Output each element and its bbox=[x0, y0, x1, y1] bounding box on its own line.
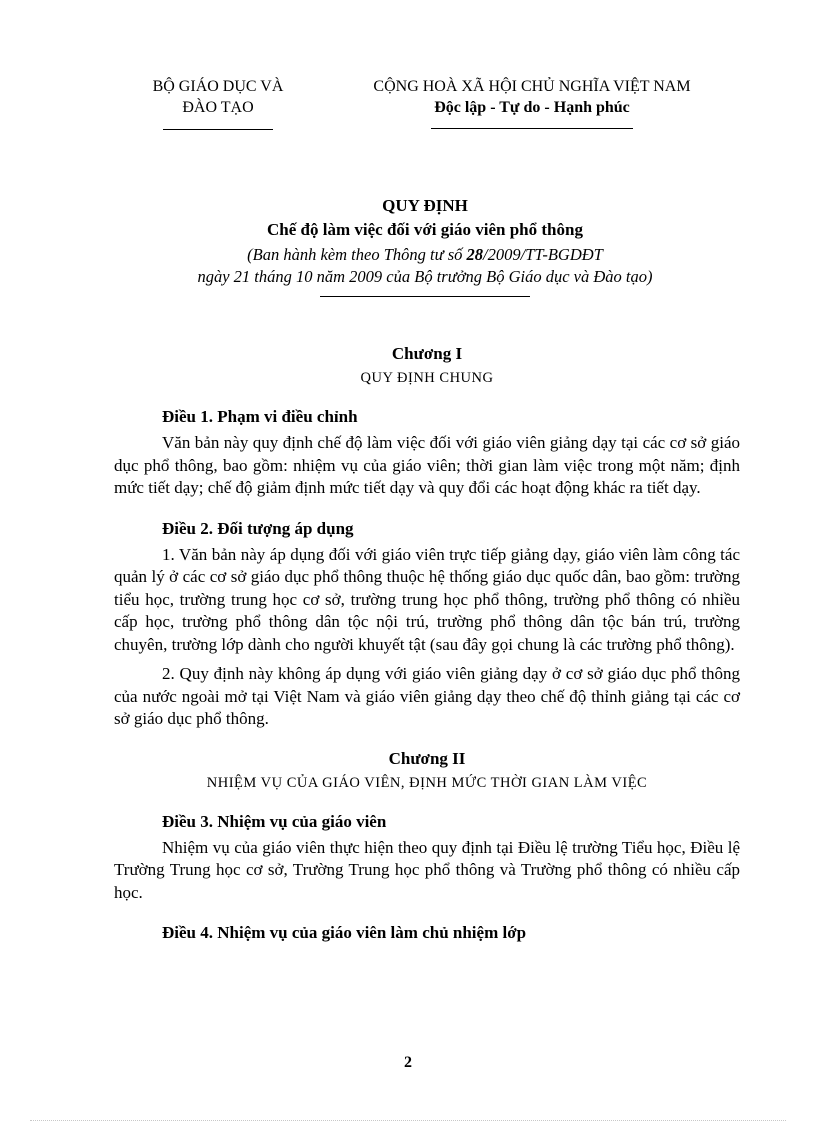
issuance-note bbox=[100, 244, 750, 266]
page-bottom-border bbox=[30, 1120, 786, 1121]
article-1-paragraph: Văn bản này quy định chế độ làm việc đối với giáo viên giảng dạy tại các cơ sở giáo dục phổ thông, bao gồm: nhiệm vụ của giáo viên; thời gian làm việc trong một năm; định mức tiết dạy; chế độ giảm định mức tiết dạy và quy đổi các hoạt động khác ra tiết dạy. bbox=[114, 433, 740, 497]
chapter-1-name: QUY ĐỊNH CHUNG bbox=[360, 370, 494, 386]
chapter-2-label: Chương II bbox=[388, 748, 466, 768]
document-subtitle: Chế độ làm việc đối với giáo viên phổ thông bbox=[267, 220, 583, 239]
article-4-title: Điều 4. Nhiệm vụ của giáo viên làm chủ nhiệm lớp bbox=[162, 923, 527, 942]
article-2-title: Điều 2. Đối tượng áp dụng bbox=[162, 518, 354, 538]
motto-underline bbox=[431, 128, 633, 129]
chapter-2-name: NHIỆM VỤ CỦA GIÁO VIÊN, ĐỊNH MỨC THỜI GIAN LÀM VIỆC bbox=[206, 774, 648, 791]
article-3-paragraph: Nhiệm vụ của giáo viên thực hiện theo quy định tại Điều lệ trường Tiểu học, Điều lệ Trường Trung học cơ sở, Trường Trung học phổ thông và Trường phổ thông có nhiều cấp học. bbox=[114, 837, 740, 902]
title-underline bbox=[320, 296, 530, 297]
issuance-date: ngày 21 tháng 10 năm 2009 của Bộ trưởng Bộ Giáo dục và Đào tạo) bbox=[197, 267, 653, 286]
ministry-underline bbox=[163, 129, 273, 130]
page-number: 2 bbox=[404, 1054, 412, 1071]
article-3-title: Điều 3. Nhiệm vụ của giáo viên bbox=[162, 811, 387, 831]
chapter-1-label: Chương I bbox=[391, 344, 463, 363]
republic-header bbox=[330, 76, 734, 129]
issuance-post: /2009/TT-BGDĐT bbox=[483, 245, 603, 264]
ministry-line-2: ĐÀO TẠO bbox=[182, 99, 254, 116]
article-2-paragraph-2: 2. Quy định này không áp dụng với giáo viên giảng dạy ở cơ sở giáo dục phổ thông của nước ngoài mở tại Việt Nam và giáo viên giảng dạy theo chế độ thỉnh giảng tại các cơ sở giáo dục phổ thông. bbox=[114, 664, 740, 728]
article-2-paragraph-1: 1. Văn bản này áp dụng đối với giáo viên trực tiếp giảng dạy, giáo viên làm công tác quản lý ở các cơ sở giáo dục phổ thông thuộc hệ thống giáo dục quốc dân, bao gồm: trường tiểu học, trường trung học cơ sở, trường trung học phổ thông, trường phổ thông có nhiều cấp học, trường phổ thông dân tộc nội trú, trường phổ thông dân tộc bán trú, trường chuyên, trường lớp dành cho người khuyết tật (sau đây gọi chung là các trường phổ thông). bbox=[114, 544, 740, 654]
national-motto: Độc lập - Tự do - Hạnh phúc bbox=[434, 99, 630, 116]
document-title: QUY ĐỊNH bbox=[382, 196, 468, 215]
title-block bbox=[100, 195, 750, 297]
circular-number: 28 bbox=[466, 245, 484, 264]
republic-name: CỘNG HOÀ XÃ HỘI CHỦ NGHĨA VIỆT NAM bbox=[373, 78, 691, 95]
ministry-header bbox=[128, 76, 308, 130]
issuance-pre: (Ban hành kèm theo Thông tư số bbox=[247, 245, 467, 264]
ministry-line-1: BỘ GIÁO DỤC VÀ bbox=[152, 78, 284, 95]
document-body bbox=[114, 343, 740, 948]
article-1-title: Điều 1. Phạm vi điều chỉnh bbox=[162, 407, 358, 426]
